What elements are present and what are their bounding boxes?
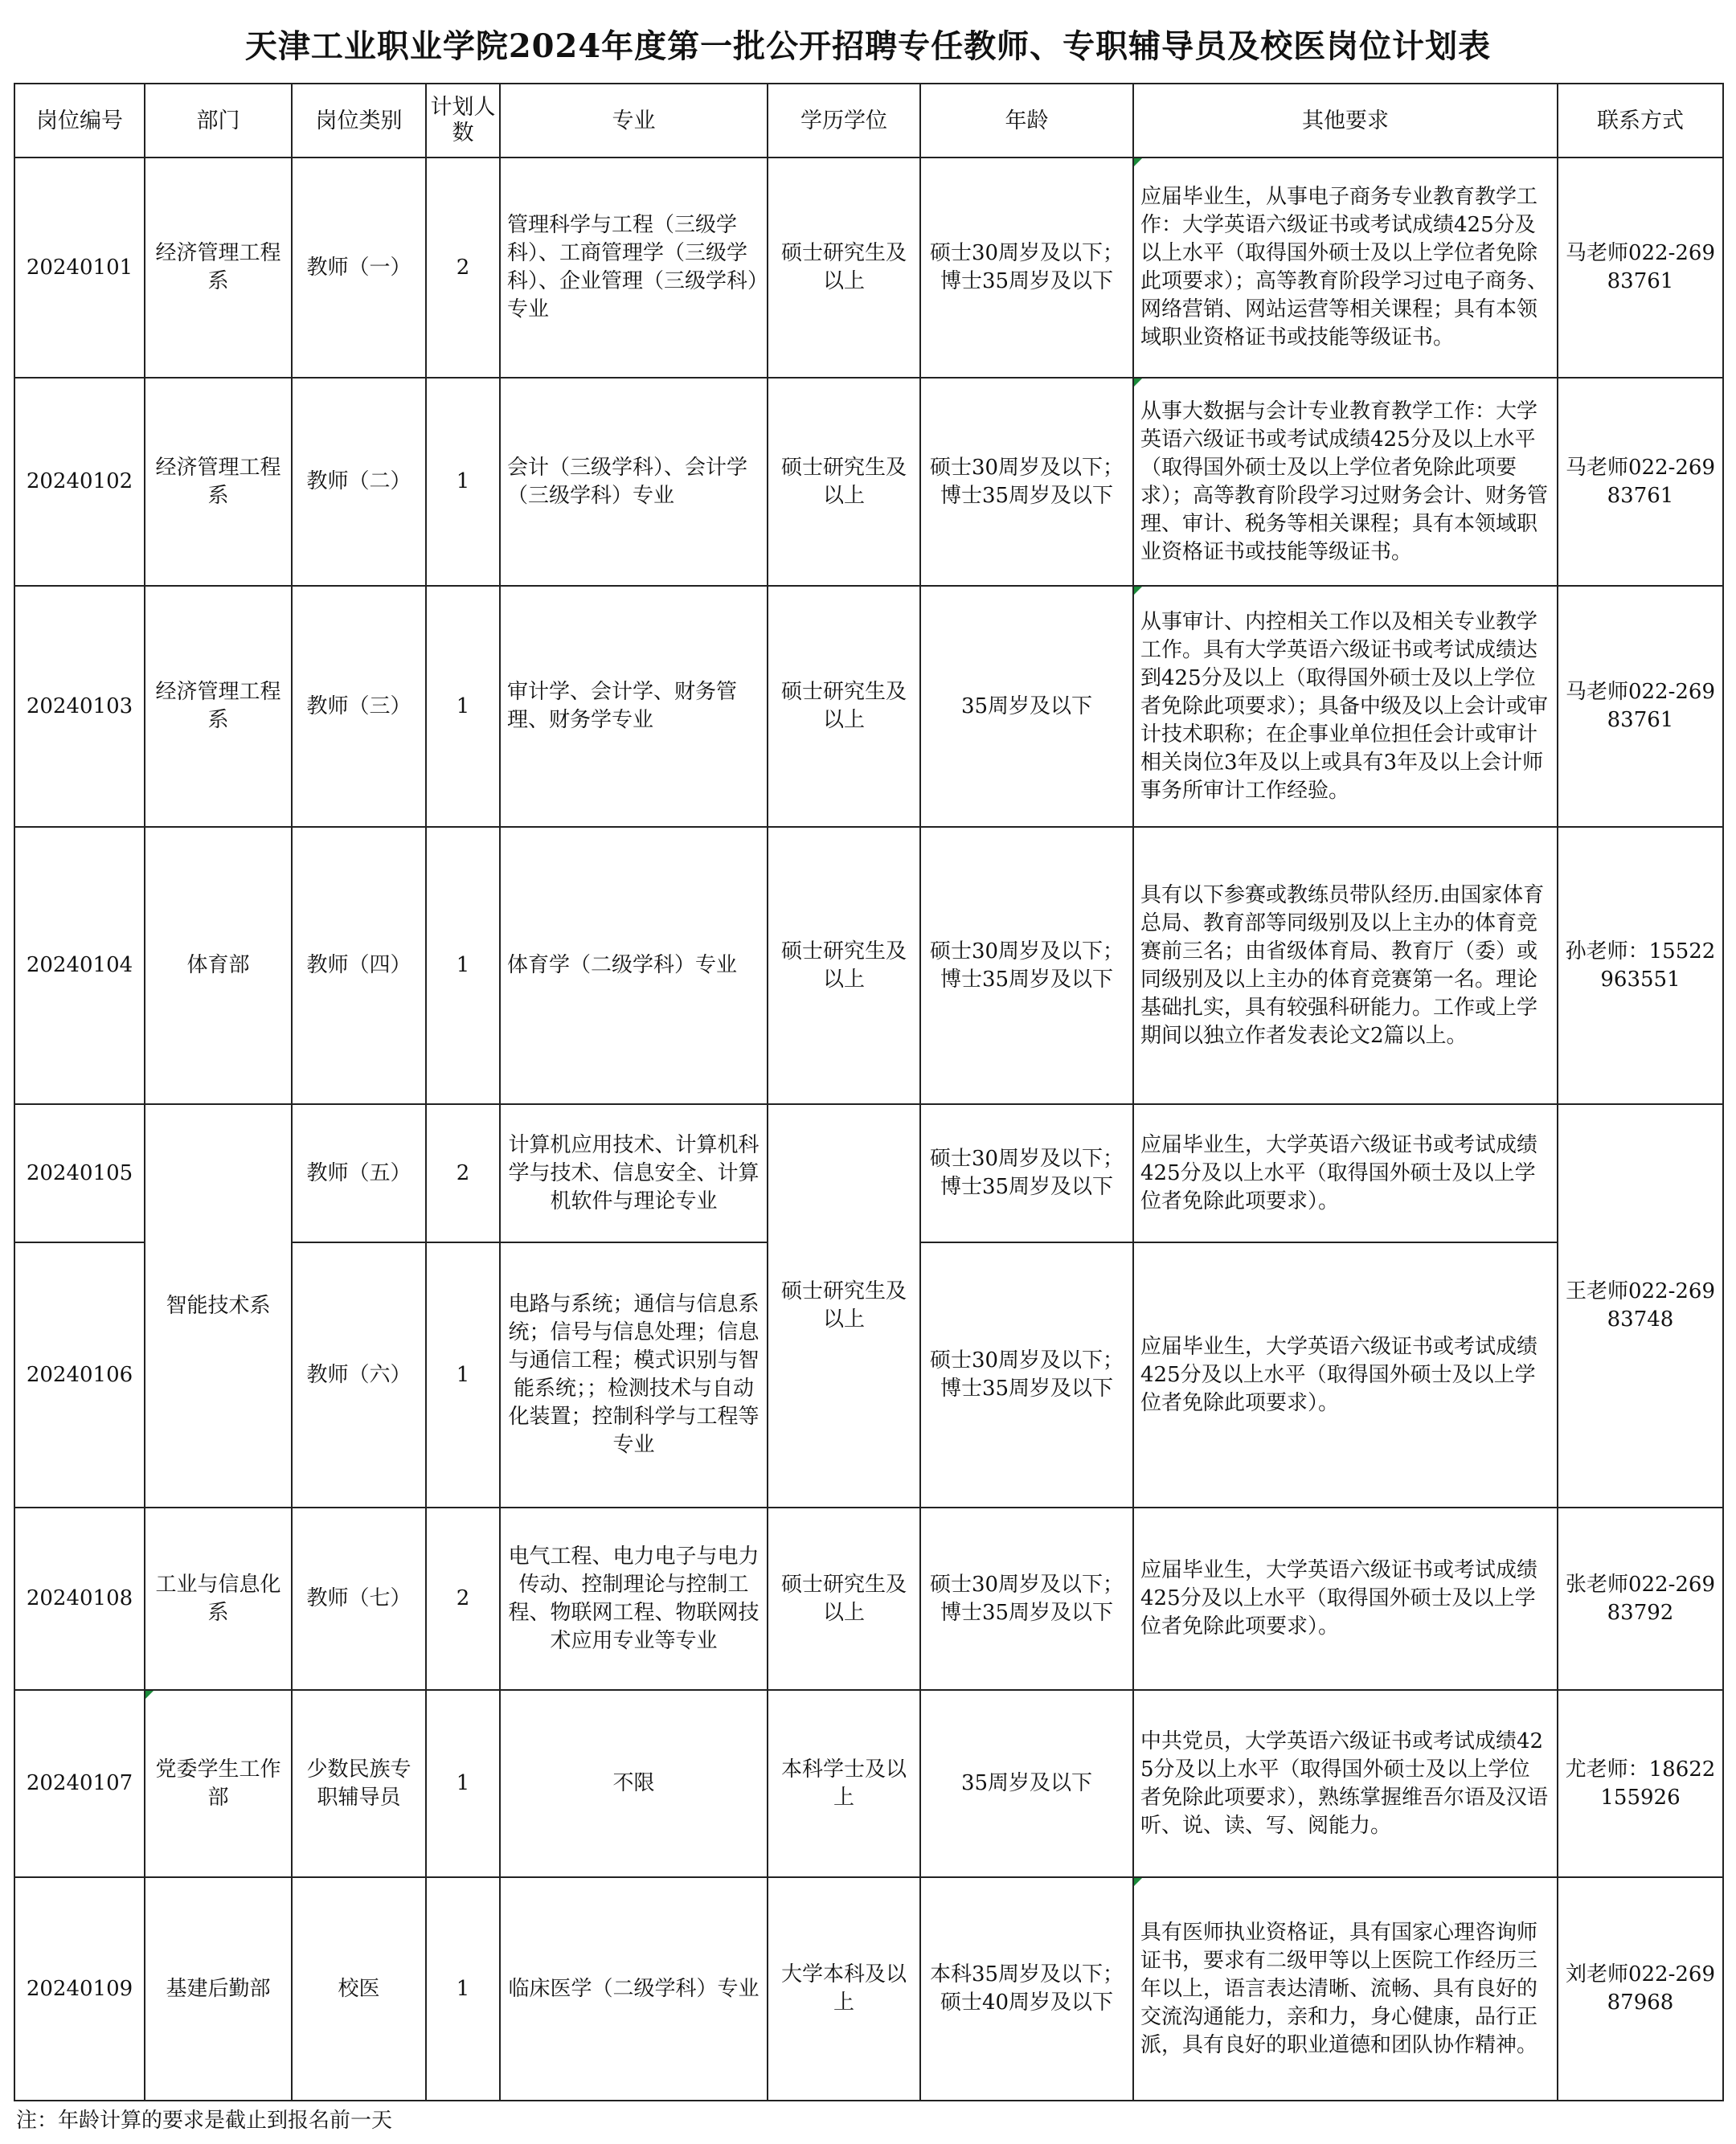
cell-count: 1 [426, 1242, 500, 1508]
cell-id: 20240108 [14, 1508, 145, 1690]
cell-major: 计算机应用技术、计算机科学与技术、信息安全、计算机软件与理论专业 [500, 1104, 768, 1242]
cell-major: 体育学（二级学科）专业 [500, 827, 768, 1104]
cell-req: 应届毕业生，大学英语六级证书或考试成绩425分及以上水平（取得国外硕士及以上学位者免除此项要求）。 [1133, 1242, 1558, 1508]
cell-count: 1 [426, 378, 500, 586]
cell-major: 会计（三级学科）、会计学（三级学科）专业 [500, 378, 768, 586]
cell-dept: 经济管理工程系 [145, 586, 292, 827]
cell-type: 校医 [292, 1877, 426, 2101]
cell-count: 2 [426, 1104, 500, 1242]
cell-contact: 尤老师：18622155926 [1558, 1690, 1723, 1877]
header-age: 年龄 [920, 84, 1133, 158]
cell-type: 教师（六） [292, 1242, 426, 1508]
cell-age: 硕士30周岁及以下；博士35周岁及以下 [920, 827, 1133, 1104]
cell-dept: 工业与信息化系 [145, 1508, 292, 1690]
header-major: 专业 [500, 84, 768, 158]
cell-id: 20240103 [14, 586, 145, 827]
cell-age: 硕士30周岁及以下；博士35周岁及以下 [920, 1242, 1133, 1508]
cell-edu: 硕士研究生及以上 [768, 1104, 920, 1508]
cell-req: 应届毕业生，大学英语六级证书或考试成绩425分及以上水平（取得国外硕士及以上学位者免除此项要求）。 [1133, 1508, 1558, 1690]
cell-age: 35周岁及以下 [920, 586, 1133, 827]
cell-major: 电路与系统；通信与信息系统；信号与信息处理；信息与通信工程；模式识别与智能系统；；检测技术与自动化装置；控制科学与工程等专业 [500, 1242, 768, 1508]
cell-contact: 马老师022-26983761 [1558, 158, 1723, 378]
cell-edu: 本科学士及以上 [768, 1690, 920, 1877]
cell-age: 硕士30周岁及以下；博士35周岁及以下 [920, 1508, 1133, 1690]
cell-edu: 大学本科及以上 [768, 1877, 920, 2101]
cell-dept: 体育部 [145, 827, 292, 1104]
cell-age: 硕士30周岁及以下；博士35周岁及以下 [920, 378, 1133, 586]
cell-req: 中共党员，大学英语六级证书或考试成绩425分及以上水平（取得国外硕士及以上学位者免除此项要求），熟练掌握维吾尔语及汉语听、说、读、写、阅能力。 [1133, 1690, 1558, 1877]
cell-id: 20240105 [14, 1104, 145, 1242]
table-row [14, 158, 1723, 378]
page-title: 天津工业职业学院2024年度第一批公开招聘专任教师、专职辅导员及校医岗位计划表 [244, 27, 1492, 65]
cell-req: 应届毕业生，大学英语六级证书或考试成绩425分及以上水平（取得国外硕士及以上学位者免除此项要求）。 [1133, 1104, 1558, 1242]
cell-dept: 经济管理工程系 [145, 378, 292, 586]
cell-contact: 刘老师022-26987968 [1558, 1877, 1723, 2101]
cell-contact: 张老师022-26983792 [1558, 1508, 1723, 1690]
table-row [14, 1690, 1723, 1877]
cell-req: 具有以下参赛或教练员带队经历.由国家体育总局、教育部等同级别及以上主办的体育竞赛前三名；由省级体育局、教育厅（委）或同级别及以上主办的体育竞赛第一名。理论基础扎实，具有较强科研能力。工作或上学期间以独立作者发表论文2篇以上。 [1133, 827, 1558, 1104]
cell-req: 具有医师执业资格证，具有国家心理咨询师证书，要求有二级甲等以上医院工作经历三年以上，语言表达清晰、流畅、具有良好的交流沟通能力，亲和力，身心健康，品行正派，具有良好的职业道德和团队协作精神。 [1133, 1877, 1558, 2101]
table-row [14, 1104, 1723, 1242]
table-row [14, 1877, 1723, 2101]
cell-id: 20240101 [14, 158, 145, 378]
cell-count: 1 [426, 1877, 500, 2101]
cell-type: 少数民族专职辅导员 [292, 1690, 426, 1877]
cell-type: 教师（四） [292, 827, 426, 1104]
cell-count: 1 [426, 827, 500, 1104]
table-row [14, 827, 1723, 1104]
table-row [14, 586, 1723, 827]
cell-count: 1 [426, 586, 500, 827]
header-edu: 学历学位 [768, 84, 920, 158]
cell-edu: 硕士研究生及以上 [768, 158, 920, 378]
cell-dept: 党委学生工作部 [145, 1690, 292, 1877]
cell-type: 教师（二） [292, 378, 426, 586]
cell-contact: 王老师022-26983748 [1558, 1104, 1723, 1508]
cell-major: 临床医学（二级学科）专业 [500, 1877, 768, 2101]
cell-contact: 马老师022-26983761 [1558, 586, 1723, 827]
cell-age: 硕士30周岁及以下；博士35周岁及以下 [920, 158, 1133, 378]
cell-dept: 经济管理工程系 [145, 158, 292, 378]
cell-edu: 硕士研究生及以上 [768, 1508, 920, 1690]
cell-req: 从事审计、内控相关工作以及相关专业教学工作。具有大学英语六级证书或考试成绩达到425分及以上（取得国外硕士及以上学位者免除此项要求）；具备中级及以上会计或审计技术职称；在企事业单位担任会计或审计相关岗位3年及以上或具有3年及以上会计师事务所审计工作经验。 [1133, 586, 1558, 827]
cell-id: 20240104 [14, 827, 145, 1104]
cell-id: 20240106 [14, 1242, 145, 1508]
cell-edu: 硕士研究生及以上 [768, 827, 920, 1104]
cell-type: 教师（七） [292, 1508, 426, 1690]
cell-id: 20240109 [14, 1877, 145, 2101]
table-row [14, 1508, 1723, 1690]
header-type: 岗位类别 [292, 84, 426, 158]
cell-edu: 硕士研究生及以上 [768, 378, 920, 586]
cell-age: 本科35周岁及以下；硕士40周岁及以下 [920, 1877, 1133, 2101]
table-header-row [14, 84, 1723, 158]
cell-major: 不限 [500, 1690, 768, 1877]
cell-type: 教师（三） [292, 586, 426, 827]
cell-dept: 智能技术系 [145, 1104, 292, 1508]
cell-req: 从事大数据与会计专业教育教学工作：大学英语六级证书或考试成绩425分及以上水平（取得国外硕士及以上学位者免除此项要求）；高等教育阶段学习过财务会计、财务管理、审计、税务等相关课程；具有本领域职业资格证书或技能等级证书。 [1133, 378, 1558, 586]
header-id: 岗位编号 [14, 84, 145, 158]
cell-count: 2 [426, 158, 500, 378]
table-row [14, 378, 1723, 586]
cell-major: 电气工程、电力电子与电力传动、控制理论与控制工程、物联网工程、物联网技术应用专业等专业 [500, 1508, 768, 1690]
recruitment-plan-table [14, 83, 1724, 2101]
cell-type: 教师（五） [292, 1104, 426, 1242]
cell-req: 应届毕业生，从事电子商务专业教育教学工作：大学英语六级证书或考试成绩425分及以上水平（取得国外硕士及以上学位者免除此项要求）；高等教育阶段学习过电子商务、网络营销、网站运营等相关课程；具有本领域职业资格证书或技能等级证书。 [1133, 158, 1558, 378]
cell-age: 35周岁及以下 [920, 1690, 1133, 1877]
cell-id: 20240102 [14, 378, 145, 586]
cell-major: 审计学、会计学、财务管理、财务学专业 [500, 586, 768, 827]
cell-major: 管理科学与工程（三级学科）、工商管理学（三级学科）、企业管理（三级学科）专业 [500, 158, 768, 378]
cell-contact: 孙老师：15522963551 [1558, 827, 1723, 1104]
cell-age: 硕士30周岁及以下；博士35周岁及以下 [920, 1104, 1133, 1242]
header-dept: 部门 [145, 84, 292, 158]
cell-contact: 马老师022-26983761 [1558, 378, 1723, 586]
cell-edu: 硕士研究生及以上 [768, 586, 920, 827]
cell-count: 2 [426, 1508, 500, 1690]
cell-count: 1 [426, 1690, 500, 1877]
cell-id: 20240107 [14, 1690, 145, 1877]
cell-dept: 基建后勤部 [145, 1877, 292, 2101]
header-count: 计划人数 [426, 84, 500, 158]
header-contact: 联系方式 [1558, 84, 1723, 158]
footnote: 注：年龄计算的要求是截止到报名前一天 [16, 2109, 393, 2133]
cell-type: 教师（一） [292, 158, 426, 378]
header-req: 其他要求 [1133, 84, 1558, 158]
